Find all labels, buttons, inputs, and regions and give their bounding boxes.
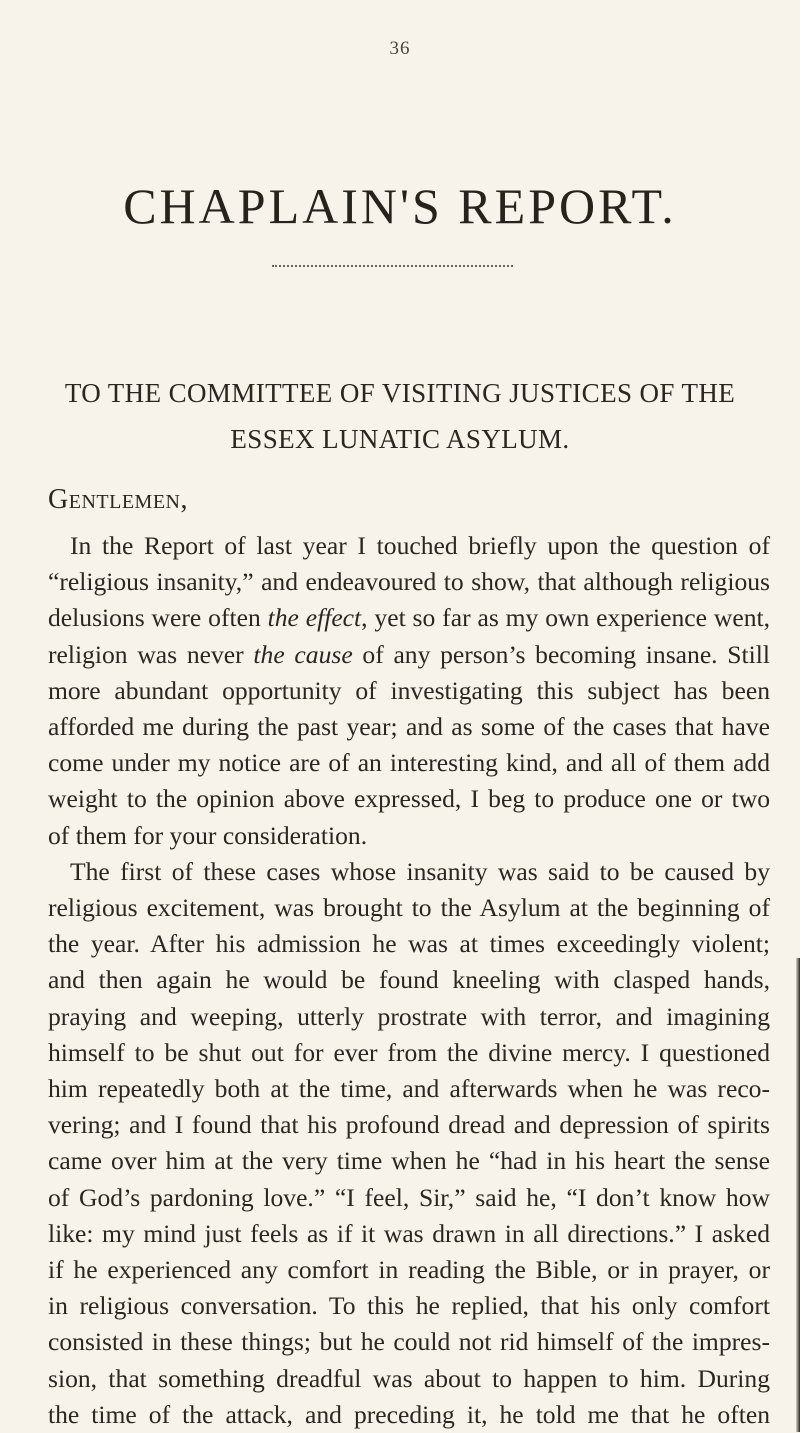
address-line-1: TO THE COMMITTEE OF VISITING JUSTICES OF THE [64, 378, 736, 408]
text-line: and then again he would be found kneeling with clasped hands, [48, 965, 770, 995]
page-edge-shadow [796, 958, 800, 1432]
address-line-2: ESSEX LUNATIC ASYLUM. [230, 424, 570, 454]
text-run: , yet so far as my own experience went, [361, 603, 770, 633]
text-line: religious excitement, was brought to the Asylum at the beginning of [48, 893, 770, 923]
italic-phrase: the effect [267, 603, 362, 633]
text-line: came over him at the very time when he “had in his heart the sense [48, 1146, 770, 1176]
text-line: the year. After his admission he was at times exceedingly violent; [48, 929, 770, 959]
text-line: the time of the attack, and preceding it, he told me that he often [48, 1399, 770, 1429]
text-line: more abundant opportunity of investigating this subject has been [48, 675, 770, 705]
text-run: religion was never [48, 639, 254, 669]
text-line: vering; and I found that his profound dread and depression of spirits [48, 1110, 770, 1140]
body-text [48, 528, 770, 1433]
text-line: of God’s pardoning love.” “I feel, Sir,” said he, “I don’t know how [48, 1182, 770, 1212]
text-line: praying and weeping, utterly prostrate with terror, and imagining [48, 1001, 770, 1031]
salutation: Gentlemen, [48, 484, 188, 515]
text-line [48, 600, 770, 636]
text-line: afforded me during the past year; and as some of the cases that have [48, 712, 770, 742]
text-line: weight to the opinion above expressed, I beg to produce one or two [48, 784, 770, 814]
text-run: of any person’s becoming insane. Still [352, 639, 770, 669]
text-line: “religious insanity,” and endeavoured to show, that although religious [48, 567, 770, 597]
text-line: like: my mind just feels as if it was drawn in all directions.” I asked [48, 1218, 770, 1248]
dotted-rule [272, 265, 513, 267]
text-line: consisted in these things; but he could not rid himself of the impres- [48, 1327, 770, 1357]
text-line: himself to be shut out for ever from the divine mercy. I questioned [48, 1037, 770, 1067]
text-line [48, 637, 770, 673]
text-line: The first of these cases whose insanity was said to be caused by [70, 856, 770, 886]
italic-phrase: the cause [253, 639, 353, 669]
text-line: In the Report of last year I touched briefly upon the question of [70, 531, 770, 560]
text-run: delusions were often [48, 603, 268, 633]
text-line: him repeatedly both at the time, and afterwards when he was reco- [48, 1074, 770, 1104]
text-line: of them for your consideration. [48, 820, 368, 850]
text-line: in religious conversation. To this he replied, that his only comfort [48, 1291, 770, 1321]
text-line: if he experienced any comfort in reading the Bible, or in prayer, or [48, 1255, 770, 1285]
page-number: 36 [389, 38, 411, 59]
text-line: sion, that something dreadful was about to happen to him. During [48, 1363, 770, 1393]
text-line: come under my notice are of an interesting kind, and all of them add [48, 748, 770, 778]
report-title: CHAPLAIN'S REPORT. [123, 178, 677, 234]
